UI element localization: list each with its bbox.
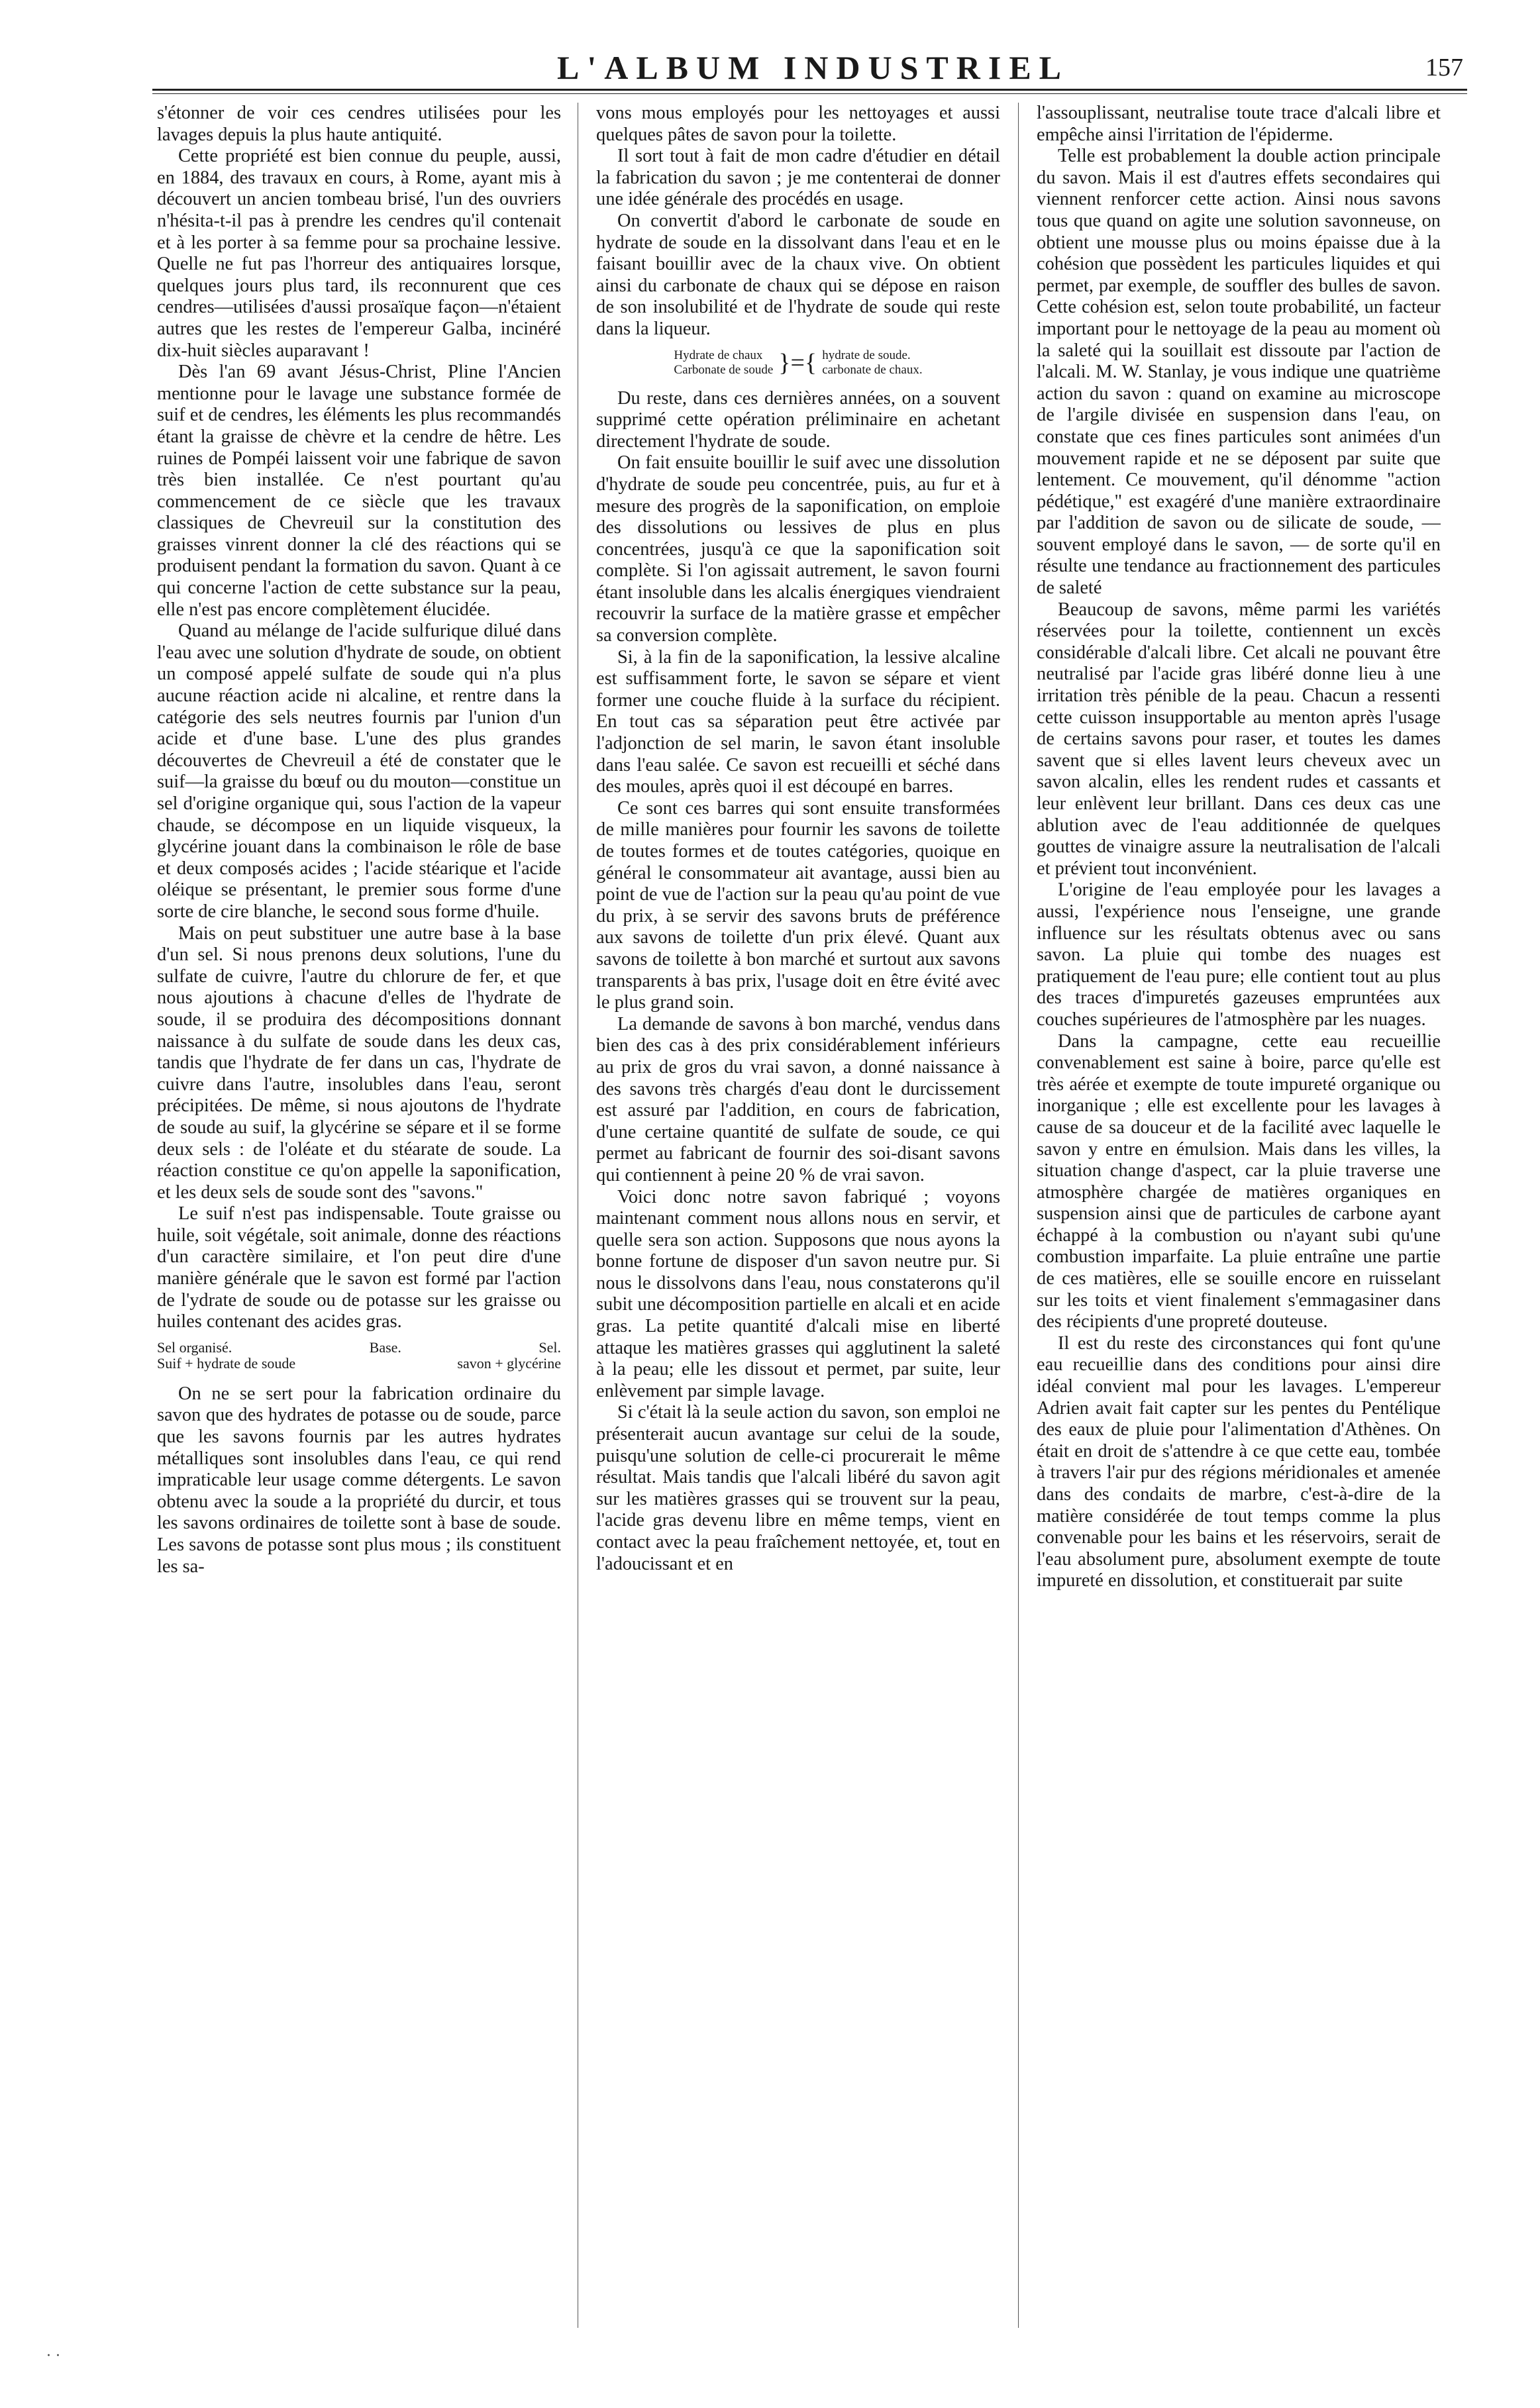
column-3 bbox=[1037, 103, 1441, 2328]
equation-term: Suif + hydrate de soude bbox=[157, 1354, 296, 1372]
paragraph: Cette propriété est bien connue du peuple, aussi, en 1884, des travaux en cours, à Rome, ayant mis à découvert un ancien tombeau brisé, l'un des ouvriers n'hésita-t-il pas à prendre les cendres qu'il contenait et à les porter à sa femme pour sa prochaine lessive. Quelle ne fut pas l'horreur des antiquaires lorsque, quelques jours plus tard, ils reconnurent que ces cendres—utilisées d'aussi prosaïque façon—n'étaient autres que les restes de l'empereur Galba, incinéré dix-huit siècles auparavant ! bbox=[157, 146, 561, 361]
paragraph: Dans la campagne, cette eau recueillie convenablement est saine à boire, parce qu'elle est très aérée et exempte de toute impureté organique ou inorganique ; elle est excellente pour les lavages à cause de sa douceur et de la facilité avec laquelle le savon y entre en émulsion. Mais dans les villes, la situation change d'aspect, car la pluie traverse une atmosphère chargée de matières organiques en suspension ainsi que de particules de carbone ayant échappé à la combustion ou n'ayant subi qu'une combustion imparfaite. La pluie entraîne une partie de ces matières, elle se souille encore en ruisselant sur les toits et vient finalement s'emmagasiner dans des récipients d'une propreté douteuse. bbox=[1037, 1030, 1441, 1332]
paragraph: Si c'était là la seule action du savon, son emploi ne présenterait aucun avantage sur celui de la soude, puisqu'une solution de celle-ci procurerait le même résultat. Mais tandis que l'alcali libéré du savon agit sur les matières grasses qui se trouvent sur la peau, l'acide gras devenu libre en même temps, vient en contact avec la peau fraîchement nettoyée, et, tout en l'adoucissant et en bbox=[596, 1402, 1000, 1574]
paragraph: Il est du reste des circonstances qui font qu'une eau recueillie dans des conditions pour ainsi dire idéal convient mal pour les lavages. L'empereur Adrien avait fait capter sur les pentes du Pentélique des eaux de pluie pour l'alimentation d'Athènes. On était en droit de s'attendre à ce que cette eau, tombée à travers l'air pur des régions méridionales et amenée dans des condaits de marbre, c'est-à-dire de la matière considérée de tout temps comme la plus convenable pour les bains et les réservoirs, serait de l'eau absolument pure, absolument exempte de toute impureté en dissolution, et constituerait par suite bbox=[1037, 1332, 1441, 1591]
journal-title: L'ALBUM INDUSTRIEL bbox=[556, 49, 1070, 86]
paragraph: Quand au mélange de l'acide sulfurique dilué dans l'eau avec une solution d'hydrate de soude, on obtient un composé appelé sulfate de soude qui n'a plus aucune réaction acide ni alcaline, et rentre dans la catégorie des sels neutres fournis par l'union d'un acide et d'une base. L'une des plus grandes découvertes de Chevreuil a été de constater que le suif—la graisse du bœuf ou du mouton—constitue un sel d'origine organique qui, sous l'action de la vapeur chaude, se décompose en un liquide visqueux, la glycérine jouant dans la combinaison le rôle de base et deux composés acides ; l'acide stéarique et l'acide oléique se présentant, le premier sous forme d'une sorte de cire blanche, le second sous forme d'huile. bbox=[157, 621, 561, 922]
paragraph: Il sort tout à fait de mon cadre d'étudier en détail la fabrication du savon ; je me contenterai de donner une idée générale des procédés en usage. bbox=[596, 146, 1000, 210]
equation-term: savon + glycérine bbox=[457, 1354, 561, 1372]
paragraph: Dès l'an 69 avant Jésus-Christ, Pline l'Ancien mentionne pour le lavage une substance formée de suif et de cendres, les éléments les plus recommandés étant la graisse de chèvre et la cendre de hêtre. Les ruines de Pompéi laissent voir une fabrique de savon très bien installée. Ce n'est pourtant qu'au commencement de ce siècle que les travaux classiques de Chevreuil sur la constitution des graisses vinrent donner la clé des réactions qui se produisent pendant la formation du savon. Quant à ce qui concerne l'action de cette substance sur la peau, elle n'est pas encore complètement élucidée. bbox=[157, 362, 561, 620]
header-rule bbox=[152, 89, 1467, 91]
paragraph: La demande de savons à bon marché, vendus dans bien des cas à des prix considérablement inférieurs au prix de gros du vrai savon, a donné naissance à des savons très chargés d'eau dont le durcissement est assuré par l'addition, en cours de fabrication, d'une certaine quantité de sulfate de soude, ce qui permet au fabricant de fournir des soi-disant savons qui contiennent à peine 20 % de vrai savon. bbox=[596, 1013, 1000, 1185]
formula-term: hydrate de soude. bbox=[822, 348, 911, 362]
paragraph: Si, à la fin de la saponification, la lessive alcaline est suffisamment forte, le savon se sépare et vient former une couche fluide à la surface du récipient. En tout cas sa séparation peut être activée par l'adjonction de sel marin, le savon étant insoluble dans l'eau salée. Ce savon est recueilli et séché dans des moules, après quoi il est découpé en barres. bbox=[596, 646, 1000, 797]
paragraph: s'étonner de voir ces cendres utilisées pour les lavages depuis la plus haute antiquité. bbox=[157, 103, 561, 145]
column-2 bbox=[596, 103, 1000, 2328]
column-divider bbox=[1018, 103, 1019, 2328]
formula-operator: }={ bbox=[778, 348, 817, 377]
equation-label: Sel organisé. bbox=[157, 1338, 232, 1356]
paragraph: On fait ensuite bouillir le suif avec une dissolution d'hydrate de soude peu concentrée, puis, au fur et à mesure des progrès de la saponification, on emploie des dissolutions ou lessives de plus en plus concentrées, jusqu'à ce que la saponification soit complète. Si l'on agissait autrement, le savon fourni étant insoluble dans les alcalis énergiques viendraient recouvrir la surface de la matière grasse et empêcher sa conversion complète. bbox=[596, 452, 1000, 646]
paragraph: Ce sont ces barres qui sont ensuite transformées de mille manières pour fournir les savons de toilette de toutes formes et de toutes catégories, quoique en général le consommateur ait avantage, aussi bien au point de vue de l'action sur la peau qu'au point de vue du prix, à se servir des savons bruts de préférence aux savons de toilette d'un prix élevé. Quant aux savons de toilette à bon marché et surtout aux savons transparents à bas prix, l'usage doit en être évité avec le plus grand soin. bbox=[596, 797, 1000, 1013]
paragraph: L'origine de l'eau employée pour les lavages a aussi, l'expérience nous l'enseigne, une grande influence sur les résultats obtenus avec ou sans savon. La pluie qui tombe des nuages est pratiquement de l'eau pure; elle contient tout au plus des traces d'impuretés gazeuses empruntées aux couches supérieures de l'atmosphère par les nuages. bbox=[1037, 879, 1441, 1030]
print-specks: · · bbox=[46, 2348, 60, 2364]
saponification-equation bbox=[157, 1340, 561, 1372]
paragraph: l'assouplissant, neutralise toute trace d'alcali libre et empêche ainsi l'irritation de l'épiderme. bbox=[1037, 103, 1441, 145]
column-1 bbox=[157, 103, 561, 2328]
paragraph: On convertit d'abord le carbonate de soude en hydrate de soude en la dissolvant dans l'eau et en le faisant bouillir avec de la chaux vive. On obtient ainsi du carbonate de chaux qui se dépose en raison de son insolubilité et de l'hydrate de soude qui reste dans la liqueur. bbox=[596, 210, 1000, 339]
page-number: 157 bbox=[1425, 54, 1463, 81]
paragraph: Voici donc notre savon fabriqué ; voyons maintenant comment nous allons nous en servir, et quelle sera son action. Supposons que nous ayons la bonne fortune de disposer d'un savon neutre pur. Si nous le dissolvons dans l'eau, nous constaterons qu'il subit une décomposition partielle en alcali et en acide gras. La petite quantité d'alcali mise en liberté attaque les matières grasses qui agglutinent la saleté à la peau; elle les dissout et permet, par suite, leur enlèvement par simple lavage. bbox=[596, 1186, 1000, 1401]
chemical-formula bbox=[596, 348, 1000, 377]
paragraph: Beaucoup de savons, même parmi les variétés réservées pour la toilette, contiennent un excès considérable d'alcali libre. Cet alcali ne pouvant être neutralisé par l'acide gras libéré donne lieu à une irritation très pénible de la peau. Chacun a ressenti cette cuisson insupportable au menton après l'usage de certains savons pour raser, et toutes les dames savent que si elles lavent leurs cheveux avec un savon alcalin, elles les rendent rudes et cassants et leur enlèvent leur brillant. Dans ces deux cas une ablution avec de l'eau additionnée de quelques gouttes de vinaigre assure la neutralisation de l'alcali et prévient tout inconvénient. bbox=[1037, 599, 1441, 879]
header-rule-thin bbox=[152, 93, 1467, 94]
equation-label: Sel. bbox=[539, 1338, 561, 1356]
page-header bbox=[159, 48, 1467, 90]
equation-label: Base. bbox=[369, 1338, 401, 1356]
paragraph: On ne se sert pour la fabrication ordinaire du savon que des hydrates de potasse ou de soude, parce que les savons fournis par les autres hydrates métalliques sont insolubles dans l'eau, ce qui rend impraticable leur usage comme détergents. Le savon obtenu avec la soude a la propriété du durcir, et tous les savons ordinaires de toilette sont à base de soude. Les savons de potasse sont plus mous ; ils constituent les sa- bbox=[157, 1383, 561, 1577]
formula-term: Hydrate de chaux bbox=[674, 348, 763, 362]
paragraph: vons mous employés pour les nettoyages et aussi quelques pâtes de savon pour la toilette. bbox=[596, 103, 1000, 145]
paragraph: Mais on peut substituer une autre base à la base d'un sel. Si nous prenons deux solutions, l'une du sulfate de cuivre, l'autre du chlorure de fer, et que nous ajoutions à chacune d'elles de l'hydrate de soude, il se produira des décompositions donnant naissance à du sulfate de soude dans les deux cas, tandis que l'hydrate de fer dans un cas, l'hydrate de cuivre dans l'autre, insolubles dans l'eau, seront précipitées. De même, si nous ajoutons de l'hydrate de soude au suif, la glycérine se sépare et il se forme deux sels : de l'oléate et du stéarate de soude. La réaction constitue ce qu'on appelle la saponification, et les deux sels de soude sont des "savons." bbox=[157, 923, 561, 1203]
paragraph: Du reste, dans ces dernières années, on a souvent supprimé cette opération préliminaire en achetant directement l'hydrate de soude. bbox=[596, 387, 1000, 452]
paragraph: Telle est probablement la double action principale du savon. Mais il est d'autres effets secondaires qui viennent renforcer cette action. Ainsi nous savons tous que quand on agite une solution savonneuse, on obtient une mousse plus ou moins épaisse due à la cohésion que possèdent les particules liquides et qui permet, par exemple, de souffler des bulles de savon. Cette cohésion est, selon toute probabilité, un facteur important pour le nettoyage de la peau au moment où la saleté qui la souillait est dissoute par l'action de l'alcali. M. W. Stanlay, je vous indique une quatrième action du savon : quand on examine au microscope de l'argile divisée en suspension dans l'eau, on constate que ces fines particules sont animées d'un mouvement rapide et ne se déposent par suite que lentement. Ce mouvement, qu'il dénomme "action pédétique," est exagéré d'une manière extraordinaire par l'addition de savon ou de silicate de soude, — souvent employé dans le savon, — de sorte qu'il en résulte une tendance au fractionnement des particules de saleté bbox=[1037, 146, 1441, 599]
formula-term: carbonate de chaux. bbox=[822, 362, 923, 377]
formula-term: Carbonate de soude bbox=[674, 362, 774, 377]
paragraph: Le suif n'est pas indispensable. Toute graisse ou huile, soit végétale, soit animale, donne des réactions d'un caractère similaire, et l'on peut dire d'une manière générale que le savon est formé par l'action de l'ydrate de soude ou de potasse sur les graisse ou huiles contenant des acides gras. bbox=[157, 1203, 561, 1332]
